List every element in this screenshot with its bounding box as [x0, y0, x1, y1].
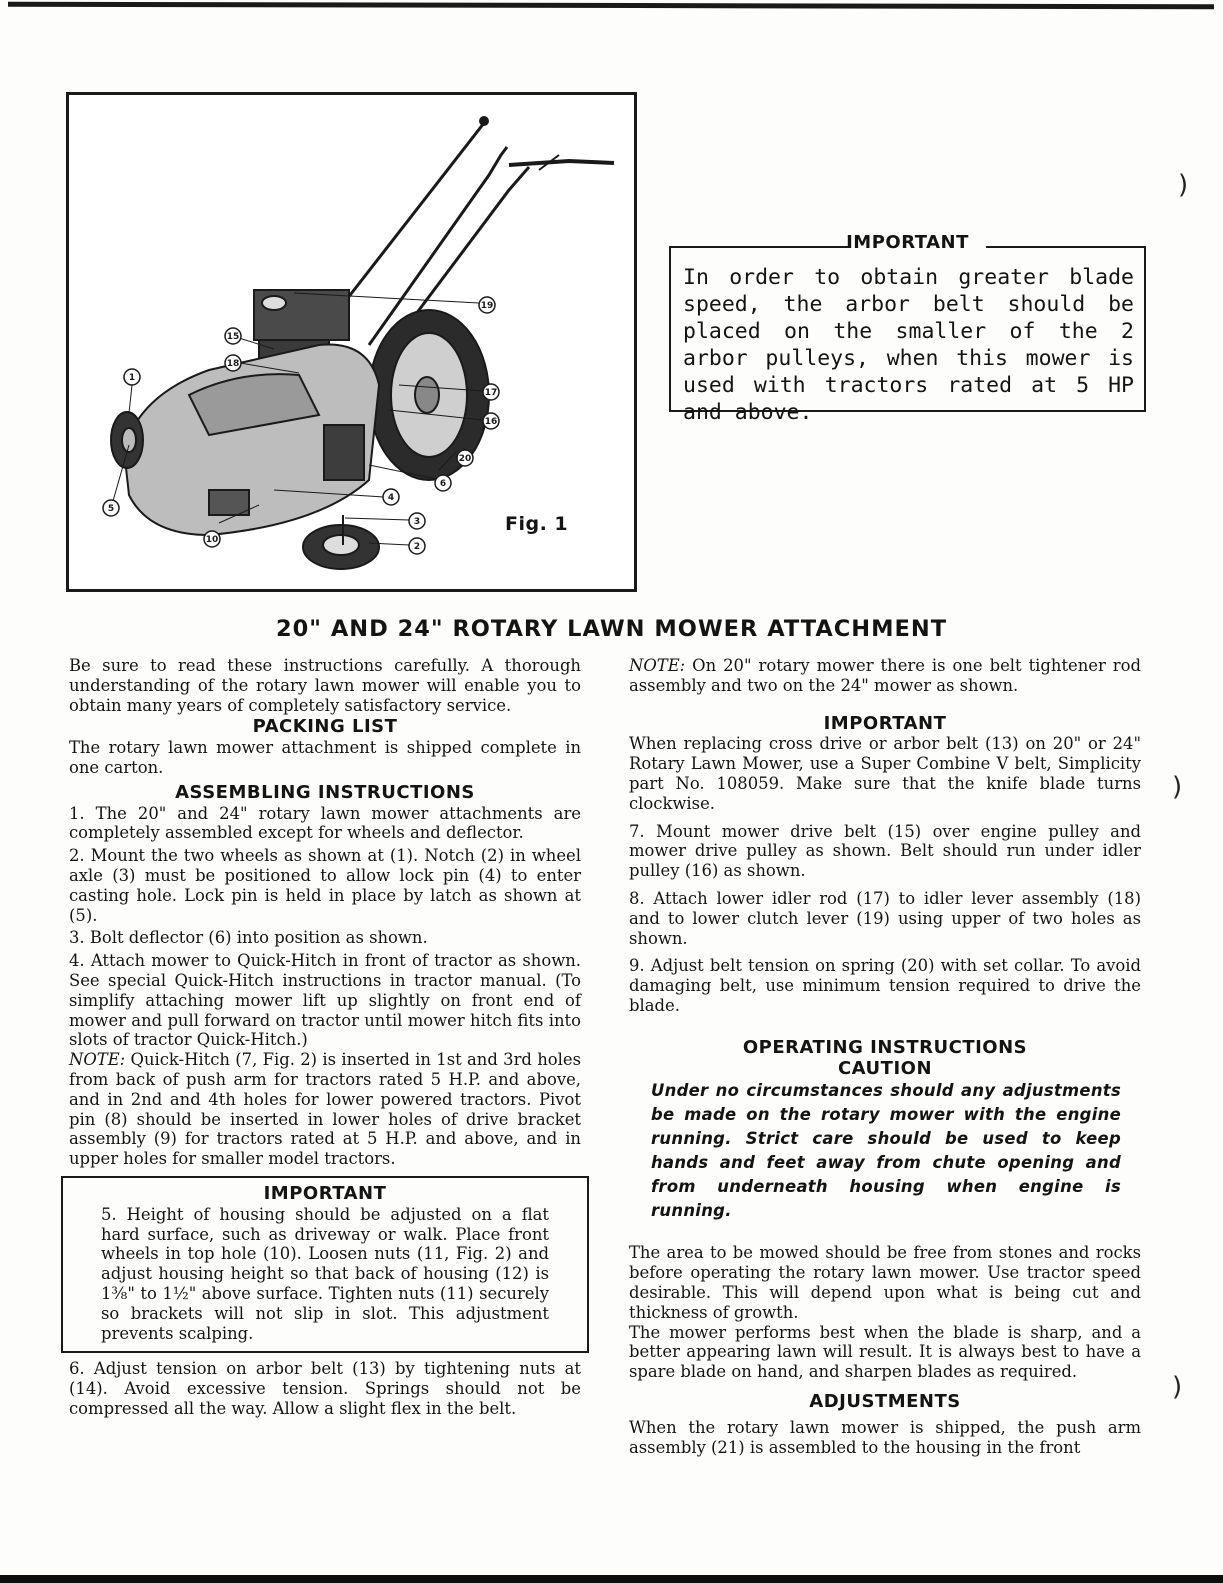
assembling-heading: ASSEMBLING INSTRUCTIONS: [175, 781, 475, 803]
step-1: 1. The 20" and 24" rotary lawn mower attachments are completely assembled except for wheels and deflector.: [69, 803, 581, 843]
important-box-blade-speed: [669, 232, 1146, 425]
callout-1: [124, 369, 140, 413]
step-4: 4. Attach mower to Quick-Hitch in front of tractor as shown. See special Quick-Hitch instructions in tractor manual. (To simplify attaching mower lift up slightly on front end of mower and pull forward on tractor until mower hitch fits into slots of tractor Quick-Hitch.): [69, 951, 581, 1050]
svg-text:17: 17: [484, 388, 498, 398]
belt-replacement-text: When replacing cross drive or arbor belt (13) on 20" or 24" Rotary Lawn Mower, use a Super Combine V belt, Simplicity part No. 108059. Make sure that the knife blade turns clockwise.: [629, 734, 1141, 813]
right-column: [629, 656, 1141, 1457]
page-title: 20" AND 24" ROTARY LAWN MOWER ATTACHMENT: [275, 616, 948, 642]
adjustments-heading: ADJUSTMENTS: [809, 1390, 961, 1412]
svg-text:16: 16: [484, 417, 498, 427]
operating-instructions-heading: OPERATING INSTRUCTIONS: [742, 1036, 1028, 1058]
note-label: NOTE:: [629, 656, 686, 675]
top-rule: [8, 2, 1214, 10]
important-box-housing-height: [61, 1176, 589, 1353]
packing-list-text: The rotary lawn mower attachment is shipped complete in one carton.: [69, 738, 581, 777]
intro-paragraph: Be sure to read these instructions carefully. A thorough understanding of the rotary lawn mower will enable you to obtain many years of completely satisfactory service.: [69, 656, 581, 715]
figure-label: Fig. 1: [505, 513, 569, 535]
svg-text:15: 15: [226, 332, 240, 342]
step-6: 6. Adjust tension on arbor belt (13) by tightening nuts at (14). Avoid excessive tension. Springs should not be compressed all the way. Allow a slight flex in the belt.: [69, 1359, 581, 1418]
note-text: On 20" rotary mower there is one belt tightener rod assembly and two on the 24" mower as shown.: [629, 656, 1141, 695]
step-3: 3. Bolt deflector (6) into position as shown.: [69, 928, 428, 948]
adjustments-text: When the rotary lawn mower is shipped, the push arm assembly (21) is assembled to the housing in the front: [629, 1417, 1141, 1457]
important-heading: IMPORTANT: [823, 712, 947, 734]
caution-text: Under no circumstances should any adjustments be made on the rotary mower with the engine running. Strict care should be used to keep hands and feet away from chute opening and from underneath housing when engine is running.: [651, 1081, 1121, 1221]
note-label: NOTE:: [69, 1050, 126, 1070]
note-text: Quick-Hitch (7, Fig. 2) is inserted in 1st and 3rd holes from back of push arm for tractors rated 5 H.P. and above, and in 2nd and 4th holes for lower powered tractors. Pivot pin (8) should be inserted in lower holes of drive bracket assembly (9) for tractors rated at 5 H.P. and above, and in upper holes for smaller model tractors.: [69, 1050, 581, 1169]
bottom-bar: [0, 1575, 1223, 1583]
svg-text:3: 3: [413, 517, 421, 527]
svg-text:18: 18: [226, 359, 240, 369]
svg-text:19: 19: [480, 301, 494, 311]
svg-text:1: 1: [128, 373, 136, 383]
operating-paragraph-2: The mower performs best when the blade is sharp, and a better appearing lawn will result. It is always best to have a spare blade on hand, and sharpen blades as required.: [629, 1322, 1141, 1382]
svg-text:4: 4: [387, 493, 395, 503]
important-body: In order to obtain greater blade speed, the arbor belt should be placed on the smaller of the 2 arbor pulleys, when this mower is used with tractors rated at 5 HP and above.: [683, 265, 1134, 425]
svg-text:6: 6: [439, 479, 447, 489]
svg-text:10: 10: [205, 535, 219, 545]
svg-text:5: 5: [107, 504, 115, 514]
step-8: 8. Attach lower idler rod (17) to idler lever assembly (18) and to lower clutch lever (19) using upper of two holes as shown.: [629, 888, 1141, 948]
important-title: IMPORTANT: [263, 1182, 387, 1204]
figure-1: [66, 92, 637, 592]
svg-text:2: 2: [413, 542, 421, 552]
important-title: IMPORTANT: [846, 232, 969, 253]
operating-paragraph-1: The area to be mowed should be free from stones and rocks before operating the rotary lawn mower. Use tractor speed desirable. This will depend upon what is being cut and thickness of growth.: [629, 1243, 1141, 1322]
step-7: 7. Mount mower drive belt (15) over engine pulley and mower drive pulley as shown. Belt should run under idler pulley (16) as shown.: [629, 821, 1141, 881]
belt-tightener-note: [629, 656, 1141, 696]
caution-heading: CAUTION: [837, 1057, 933, 1079]
step-2: 2. Mount the two wheels as shown at (1). Notch (2) in wheel axle (3) must be positioned to allow lock pin (4) to enter casting hole. Lock pin is held in place by latch as shown at (5).: [69, 846, 581, 925]
step-5: 5. Height of housing should be adjusted on a flat hard surface, such as driveway or walk. Place front wheels in top hole (10). Loosen nuts (11, Fig. 2) and adjust housing height so that back of housing (12) is 1⅜" to 1½" above surface. Tighten nuts (11) securely so brackets will not slip in slot. This adjustment prevents scalping.: [101, 1204, 549, 1343]
left-column: [69, 656, 581, 1419]
step-9: 9. Adjust belt tension on spring (20) with set collar. To avoid damaging belt, use minimum tension required to drive the blade.: [629, 956, 1141, 1015]
hitch-note: [69, 1050, 581, 1169]
svg-text:20: 20: [458, 454, 472, 464]
margin-binding-mark: ): [1172, 772, 1183, 802]
margin-binding-mark: ): [1178, 170, 1189, 200]
packing-list-heading: PACKING LIST: [252, 716, 398, 738]
margin-binding-mark: ): [1172, 1372, 1183, 1402]
